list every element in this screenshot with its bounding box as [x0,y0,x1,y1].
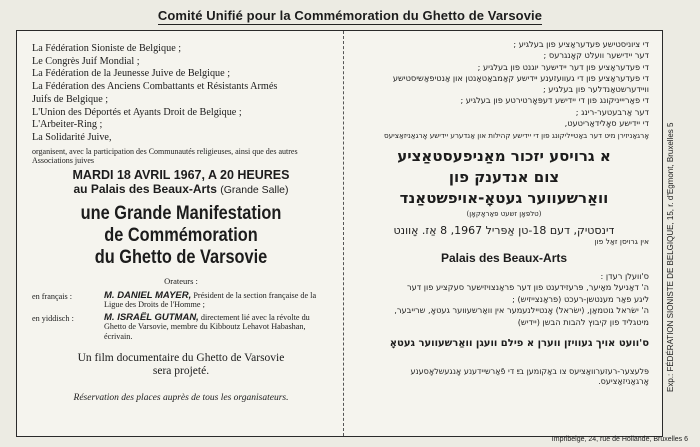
yiddish-reservation-note: פּלעצער-רעזערוואַציעס צו באַקומען בײַ די פֿאַרשיידענע אָנגעשלאָסענע אָרגאַניזאַציעס. [410,367,649,387]
printer-credit: Impribelge, 24, rue de Hollande, Bruxelles 6 [551,436,688,443]
yiddish-organization-item: דער יידישער וועלט קאָנגרעס ; [543,50,649,61]
speaker-language: en yiddisch : [32,313,74,323]
organization-item: La Solidarité Juive, [32,131,112,143]
headline-line: une Grande Manifestation [80,202,282,224]
event-date: MARDI 18 AVRIL 1967, A 20 HEURES [72,168,290,183]
film-line: sera projeté. [152,364,210,377]
yiddish-organized-note: אָרגאַניזירן מיט דער באַטייליקונג פון די יידישע קהילות און אַנדערע יידישע אָרגאַניזאַציעס [383,131,649,141]
yiddish-organization-item: דער אַרבעטער-רינג ; [575,106,649,117]
orateurs-label: Orateurs : [164,275,198,286]
yiddish-headline [359,146,649,209]
yiddish-panel [359,39,649,387]
fold-line [343,31,344,436]
headline-line: du Ghetto de Varsovie [94,246,268,268]
reservation-note: Réservation des places auprès de tous les organisateurs. [73,392,289,403]
event-venue [32,183,330,197]
organized-note: organisent, avec la participation des Communautés religieuses, ainsi que des autres Associations juives [32,146,298,166]
yiddish-organization-list [359,39,649,129]
speaker-description [104,291,330,310]
speaker-description [104,313,330,342]
organization-item: L'Union des Déportés et Ayants Droit de Belgique ; [32,106,242,118]
yiddish-organization-item: די ציוניסטישע פעדעראַציע פון בעלגיע ; [513,39,649,49]
yiddish-film-announcement: ס'וועט אויך געוויזן ווערן א פילם וועגן וואַרשעווער געטאָ [389,338,649,350]
yiddish-sub-note: (טלפּאָן זשעט פאַראָקאָן) [466,210,542,219]
venue-name: au Palais des Beaux-Arts [73,182,217,197]
yiddish-speaker-line: מיטגליד פון קיבוץ להבות הבשן (יידיש) [517,316,649,327]
event-headline [53,203,309,269]
yiddish-organization-item: די פאַריייניקונג פון די יידישע דעפּאָרטירטע פון בעלגיע ; [460,95,649,106]
yiddish-headline-line: צום אנדענק פון [448,168,560,187]
sender-address: Exp.: FÉDÉRATION SIONISTE DE BELGIQUE, 15, r. d'Egmont, Bruxelles 5 [666,122,675,392]
speaker-role: Président de la section française de la Ligue des Droits de l'Homme ; [104,290,317,310]
yiddish-speaker-line: ה' דאַניעל מאַיער, פּרעזידענט פון דער פראַנצויזישער סעקציע פון דער [406,282,649,293]
organization-item: La Fédération de la Jeunesse Juive de Belgique ; [32,68,231,80]
yiddish-venue: Palais des Beaux-Arts [440,251,568,266]
organization-list [32,43,330,145]
document-title [0,8,700,23]
venue-note: (Grande Salle) [220,184,289,197]
film-line: Un film documentaire du Ghetto de Varsovie [77,351,285,364]
speaker-entry [32,291,330,310]
committee-title: Comité Unifié pour la Commémoration du Ghetto de Varsovie [157,8,543,23]
speaker-entry [32,313,330,342]
yiddish-organization-item: די יידישע סאָלידאַריטעט, [564,118,649,129]
yiddish-organization-item: די פעדעראַציע פון דער יידישער יוגנט פון בעלגיע ; [477,61,649,72]
speaker-language: en français : [32,291,73,301]
organization-item: L'Arbeiter-Ring ; [32,119,103,131]
yiddish-speaker-line: ליגע פאַר מענטשן-רעכט (פראַנצייזיש) ; [512,293,649,304]
speaker-name: M. ISRAËL GUTMAN, [104,311,199,323]
organization-item: La Fédération Sioniste de Belgique ; [32,43,182,54]
organization-item: Le Congrès Juif Mondial ; [32,55,140,67]
yiddish-speaker-line: ה' ישׂראל גוטמאַן, (ישׂראל) אָנטיילנעמער אין וואַרשעווער געטאָ, שרייבער, [394,305,649,316]
organization-item: Juifs de Belgique ; [32,93,109,105]
speaker-name: M. DANIEL MAYER, [104,289,192,301]
speaker-role: directement lié avec la révolte du Ghetto de Varsovie, membre du Kibboutz Lehavot Habashan, écrivain. [104,312,310,341]
yiddish-headline-line: וואַרשעווער געטאָ-אויפשטאַנד [399,189,609,208]
headline-line: de Commémoration [104,224,258,246]
film-announcement [32,352,330,378]
yiddish-speakers-label: ס'וועלן רעדן : [600,270,649,281]
poster-frame [16,30,663,437]
yiddish-headline-line: א גרויסע יזכור מאַניפעסטאַציע [397,147,611,166]
yiddish-venue-label: אין גרויסן זאַל פון [594,236,649,246]
organization-item: La Fédération des Anciens Combattants et Résistants Armés [32,81,278,93]
french-panel [32,43,330,404]
yiddish-speakers [359,271,649,329]
yiddish-event-date: דינסטיק, דעם 18-טן אַפּריל 1967, 8 אַז. אָוונט [393,223,615,237]
yiddish-organization-item: די פעדעראַציע פון די געוועזענע יידישע קאַמבאַטאַנטן און אַנטיפאַשיסטישע [392,72,649,83]
yiddish-organization-item: וויידערשטאַנדלער פון בעלגיע ; [542,84,649,95]
